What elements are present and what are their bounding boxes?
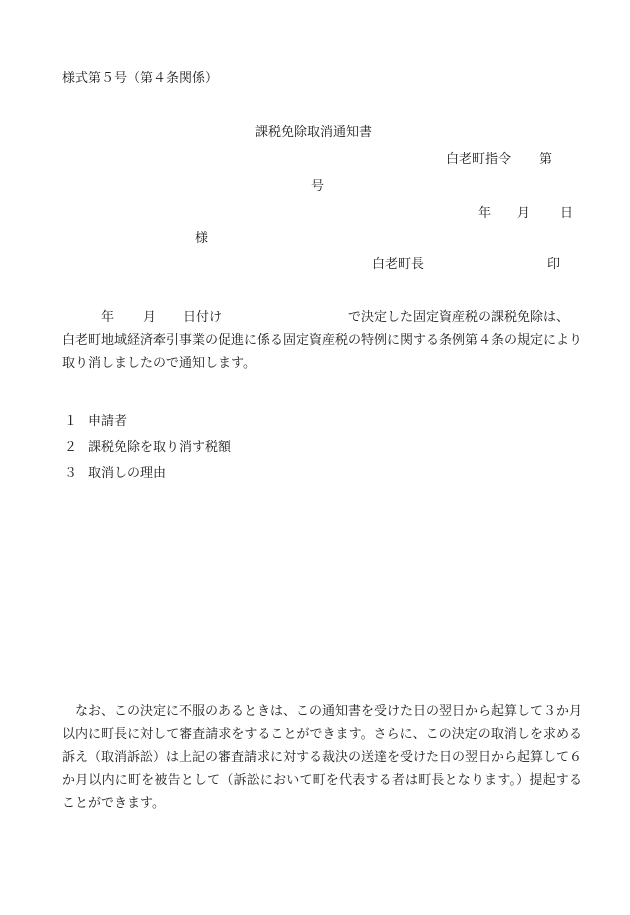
document-number-go: 号 [311,179,325,194]
body-month: 月 [143,310,157,325]
document-title: 課税免除取消通知書 [255,125,373,140]
date-day: 日 [560,206,574,221]
body-year: 年 [101,310,115,325]
list-item-tax-amount [64,441,231,454]
list-item-applicant [64,415,127,428]
document-number-prefix: 白老町指令 [446,152,512,167]
issuer-name: 白老町長 [372,257,425,272]
document-number-dai: 第 [539,152,553,167]
form-number: 様式第５号（第４条関係） [62,71,219,86]
recipient-suffix: 様 [195,231,209,246]
item-label: 課税免除を取り消す税額 [88,440,232,455]
item-number: １ [64,414,78,429]
date-year: 年 [478,206,492,221]
list-item-reason [64,467,166,480]
issuer-seal: 印 [547,257,561,272]
item-label: 申請者 [88,414,128,429]
item-number: ３ [64,466,78,481]
appeal-notice: なお、この決定に不服のあるときは、この通知書を受けた日の翌日から起算して３か月以内に町長に対して審査請求をすることができます。さらに、この決定の取消しを求める訴え（取消訴訟）は上記の審査請求に対する裁決の送達を受けた日の翌日から起算して６か月以内に町を被告として（訴訟において町を代表する者は町長となります。）提起することができます。 [62,704,583,811]
item-label: 取消しの理由 [88,466,167,481]
body-line1-rest: で決定した固定資産税の課税免除は、 [348,310,570,325]
item-number: ２ [64,440,78,455]
body-day-suffix: 日付け [183,310,223,325]
date-month: 月 [517,206,531,221]
body-text: 白老町地域経済牽引事業の促進に係る固定資産税の特例に関する条例第４条の規定により取り消しましたので通知します。 [62,333,583,371]
